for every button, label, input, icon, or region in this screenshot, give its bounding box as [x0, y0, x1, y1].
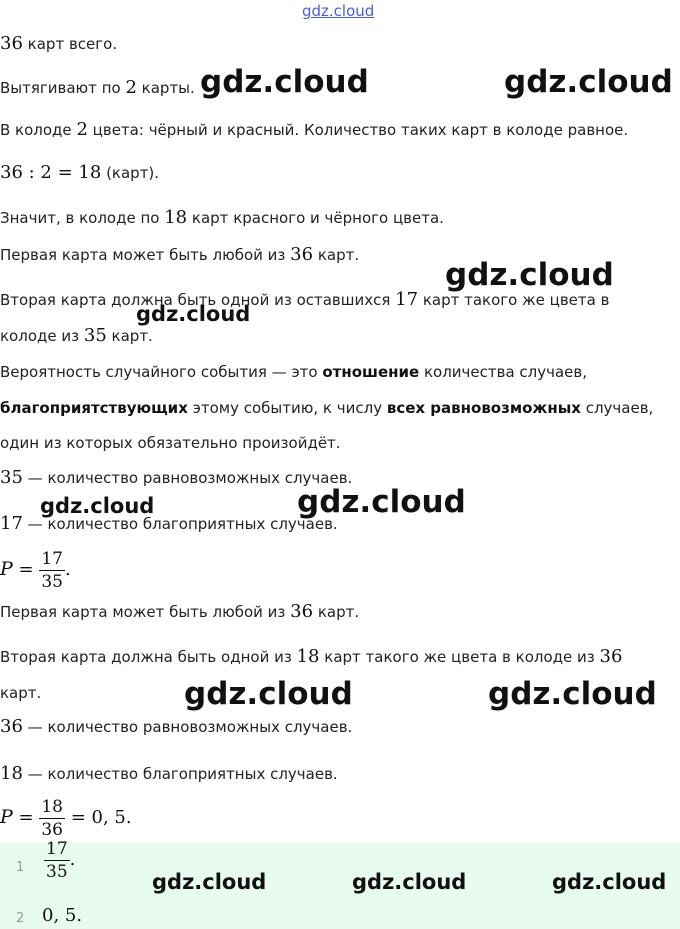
watermark: gdz.cloud [200, 64, 369, 100]
answer-2: 0, 5. [42, 905, 83, 926]
text-line-6: Первая карта может быть любой из 36 карт. [0, 244, 360, 265]
watermark: gdz.cloud [40, 494, 155, 518]
text-line-16: Вторая карта должна быть одной из 18 карт такого же цвета в колоде из 36 [0, 646, 623, 667]
text-line-18: 36 — количество равновозможных случаев. [0, 716, 353, 737]
text-line-15: Первая карта может быть любой из 36 карт. [0, 601, 360, 622]
fraction: $\frac{17}{35}$ [41, 549, 63, 592]
watermark: gdz.cloud [488, 676, 657, 712]
text-line-8: колоде из 35 карт. [0, 325, 153, 346]
answer-1: $\frac{17}{35}$ . [46, 839, 76, 882]
text-line-7: Вторая карта должна быть одной из оставшихся 17 карт такого же цвета в [0, 289, 610, 310]
text-line-2: Вытягивают по 2 карты. [0, 77, 195, 98]
formula-2: P = $\frac{18}{36}$ = 0, 5. [0, 797, 132, 840]
fraction: $\frac{18}{36}$ [41, 797, 63, 840]
watermark: gdz.cloud [445, 257, 614, 293]
watermark: gdz.cloud [552, 870, 667, 894]
text-line-13: 17 — количество благоприятных случаев. [0, 513, 338, 534]
watermark: gdz.cloud [136, 302, 251, 326]
site-logo[interactable]: gdz.cloud [302, 2, 375, 20]
text-line-17: карт. [0, 684, 42, 702]
watermark: gdz.cloud [297, 484, 466, 520]
formula-1: P = $\frac{17}{35}$ . [0, 549, 71, 592]
text-line-5: Значит, в колоде по 18 карт красного и чёрного цвета. [0, 207, 444, 228]
math-expression: 36 : 2 = 18 [0, 162, 102, 183]
text-line-10: благоприятствующих этому событию, к числу всех равновозможных случаев, [0, 399, 654, 417]
answer-index: 1 [16, 860, 25, 875]
text-line-4: 36 : 2 = 18 (карт). [0, 162, 160, 183]
watermark: gdz.cloud [184, 676, 353, 712]
fraction: $\frac{17}{35}$ [46, 839, 68, 882]
answer-index: 2 [16, 911, 25, 926]
watermark: gdz.cloud [504, 64, 673, 100]
math-number: 36 [0, 33, 23, 54]
watermark: gdz.cloud [152, 870, 267, 894]
text-line-12: 35 — количество равновозможных случаев. [0, 467, 353, 488]
text-line-19: 18 — количество благоприятных случаев. [0, 763, 338, 784]
text-line-9: Вероятность случайного события — это отношение количества случаев, [0, 363, 588, 381]
text-line-11: один из которых обязательно произойдёт. [0, 434, 341, 452]
text-line-3: В колоде 2 цвета: чёрный и красный. Количество таких карт в колоде равное. [0, 119, 629, 140]
watermark: gdz.cloud [352, 870, 467, 894]
text-line-1: 36 карт всего. [0, 33, 118, 54]
